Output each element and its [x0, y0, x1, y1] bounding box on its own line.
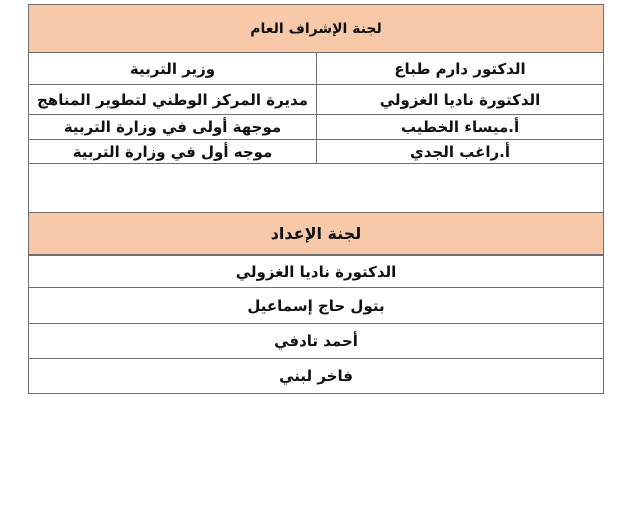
table-row: بتول حاج إسماعيل	[29, 288, 603, 324]
member-role: مديرة المركز الوطني لتطوير المناهج	[37, 90, 309, 109]
table-row: فاخر لبني	[29, 359, 603, 394]
member-name: أ.راغب الجدي	[316, 140, 603, 163]
committees-table	[28, 4, 604, 394]
supervision-committee-title: لجنة الإشراف العام	[29, 4, 603, 53]
table-row	[29, 140, 603, 164]
table-row: أحمد تادفي	[29, 324, 603, 359]
table-row	[29, 53, 603, 85]
member-name: أ.ميساء الخطيب	[316, 115, 603, 139]
member-role: وزير التربية	[129, 59, 216, 78]
table-row	[29, 85, 603, 115]
member-name: الدكتور دارم طباع	[316, 53, 603, 84]
member-role: موجه أول في وزارة التربية	[72, 142, 273, 161]
member-role: موجهة أولى في وزارة التربية	[63, 118, 282, 136]
spacer-row	[29, 164, 603, 212]
table-row: الدكتورة ناديا الغزولي	[29, 255, 603, 288]
preparation-committee-title: لجنة الإعداد	[29, 212, 603, 255]
member-name: الدكتورة ناديا الغزولي	[316, 85, 603, 114]
table-row	[29, 115, 603, 140]
